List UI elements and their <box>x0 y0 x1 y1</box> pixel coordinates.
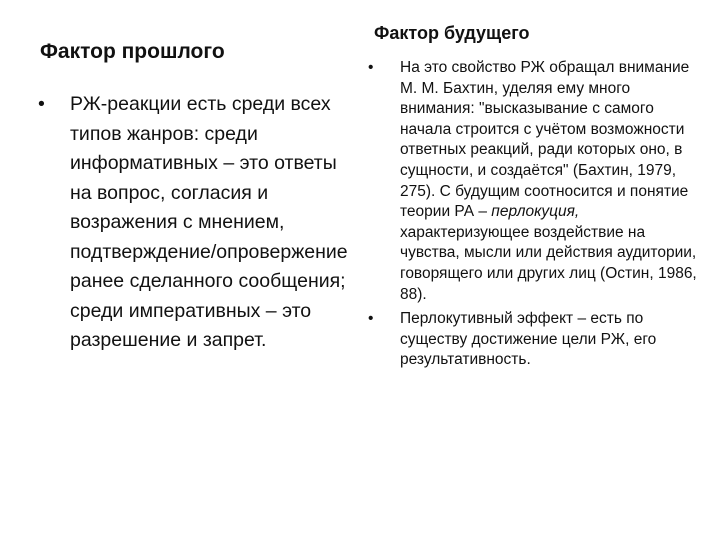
list-item <box>368 309 698 371</box>
future-factor-text-1 <box>400 59 697 303</box>
perlocution-definition-text: характеризующее воздействие на чувства, мысли или действия аудитории, говорящего или других лиц (Остин, 1986, 88). <box>400 223 697 303</box>
bullet-icon: • <box>368 59 374 76</box>
future-factor-list <box>368 58 698 371</box>
past-factor-heading: Фактор прошлого <box>40 40 225 63</box>
perlocution-term: перлокуция, <box>491 203 580 221</box>
future-factor-heading: Фактор будущего <box>374 23 530 43</box>
future-factor-text-2: Перлокутивный эффект – есть по существу достижение цели РЖ, его результативность. <box>400 310 657 369</box>
list-item <box>368 58 698 305</box>
past-factor-column <box>0 0 350 540</box>
bullet-icon: • <box>368 310 374 328</box>
list-item <box>38 90 348 356</box>
past-factor-text: РЖ-реакции есть среди всех типов жанров: среди информативных – это ответы на вопрос, согласия и возражения с мнением, подтверждение/опровержение ранее сделанного сообщения; среди императивных – это разрешение и запрет. <box>70 93 348 351</box>
past-factor-list <box>38 90 348 356</box>
bullet-icon: • <box>38 93 45 115</box>
future-factor-column <box>360 0 700 540</box>
bakhtin-quote-text: На это свойство РЖ обращал внимание М. М. Бахтин, уделяя ему много внимания: "высказывание с самого начала строится с учётом возможности ответных реакций, ради которых оно, в сущности, и создаётся" (Бахтин, 1979, 275). С будущим соотносится и понятие теории РА – <box>400 59 690 221</box>
